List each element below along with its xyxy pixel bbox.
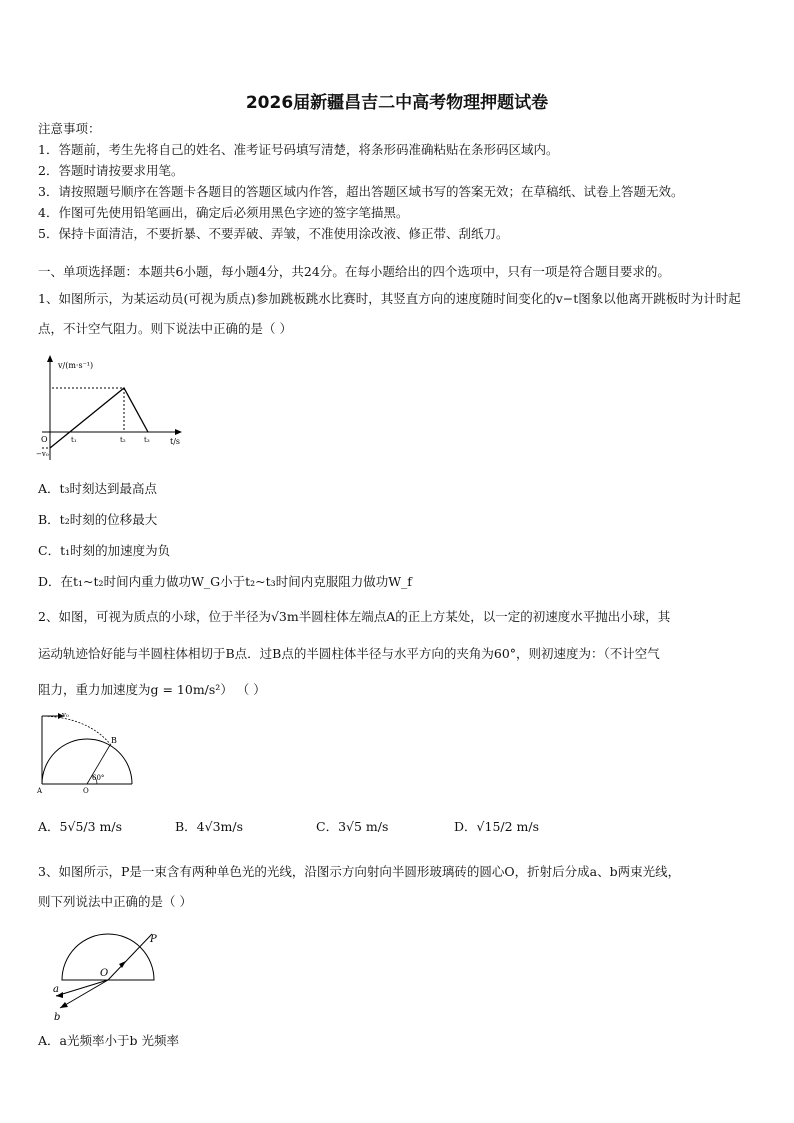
- q2-fig-point-a: A: [37, 787, 43, 795]
- q1-graph-t2: t₂: [120, 436, 126, 444]
- q1-graph-xlabel: t/s: [170, 437, 181, 446]
- question-2-stem-line2: 运动轨迹恰好能与半圆柱体相切于B点．过B点的半圆柱体半径与水平方向的夹角为60°，则初速度为：（不计空气: [38, 646, 660, 661]
- q3-fig-label-o: O: [100, 968, 109, 979]
- page-title: 2026届新疆昌吉二中高考物理押题试卷: [245, 93, 549, 113]
- q1-graph-origin: O: [41, 435, 48, 444]
- q2-option-b: B．4√3m/s: [175, 819, 244, 834]
- q2-fig-point-o: O: [83, 787, 89, 795]
- notice-item: 5．保持卡面清洁，不要折暴、不要弄破、弄皱，不准使用涂改液、修正带、刮纸刀。: [38, 226, 509, 241]
- q1-graph-t1: t₁: [71, 436, 77, 444]
- q2-fig-point-b: B: [111, 736, 117, 745]
- q3-fig-label-a: a: [53, 984, 59, 995]
- q2-fig-angle: 60°: [92, 774, 105, 782]
- q1-graph-ylabel: v/(m·s⁻¹): [58, 361, 94, 370]
- q3-option-a: A．a光频率小于b 光频率: [38, 1033, 179, 1048]
- q2-option-c: C．3√5 m/s: [316, 819, 389, 834]
- q3-fig-label-b: b: [54, 1012, 61, 1022]
- question-2-stem-line3: 阻力，重力加速度为g = 10m/s²） （ ）: [38, 682, 266, 697]
- q1-graph-neg-v0: −v₀: [36, 450, 49, 458]
- notice-heading: 注意事项：: [38, 121, 101, 136]
- notice-item: 4．作图可先使用铅笔画出，确定后必须用黑色字迹的签字笔描黑。: [38, 205, 409, 220]
- q1-option-b: B．t₂时刻的位移最大: [38, 512, 158, 527]
- q1-option-c: C．t₁时刻的加速度为负: [38, 543, 171, 558]
- q1-option-a: A．t₃时刻达到最高点: [38, 481, 158, 496]
- q2-fig-v0: v₀: [62, 711, 69, 719]
- question-1-stem: 1、如图所示，为某运动员(可视为质点)参加跳板跳水比赛时，其竖直方向的速度随时间变化的v−t图象以他离开跳板时为计时起点，不计空气阻力。则下说法中正确的是（ ）: [38, 291, 741, 336]
- q1-graph-t3: t₃: [144, 436, 150, 444]
- q1-vt-graph: [30, 352, 190, 464]
- section-heading: 一、单项选择题：本题共6小题，每小题4分，共24分。在每小题给出的四个选项中，只有一项是符合题目要求的。: [38, 264, 670, 279]
- q2-option-d: D．√15/2 m/s: [454, 819, 540, 834]
- question-3-stem-line1: 3、如图所示，P是一束含有两种单色光的光线，沿图示方向射向半圆形玻璃砖的圆心O，折射后分成a、b两束光线，: [38, 864, 681, 879]
- q3-fig-label-p: P: [150, 934, 157, 945]
- q2-option-a: A．5√5/3 m/s: [38, 819, 123, 834]
- q1-option-d: D．在t₁~t₂时间内重力做功W_G小于t₂~t₃时间内克服阻力做功W_f: [38, 574, 412, 589]
- notice-item: 2．答题时请按要求用笔。: [38, 163, 184, 178]
- q2-semicylinder-figure: [34, 708, 138, 796]
- question-3-stem-line2: 则下列说法中正确的是（ ）: [38, 894, 192, 909]
- q3-glass-semicircle-figure: [40, 922, 170, 1022]
- notice-item: 3．请按照题号顺序在答题卡各题目的答题区域内作答，超出答题区域书写的答案无效；在草稿纸、试卷上答题无效。: [38, 184, 684, 199]
- question-2-stem-line1: 2、如图，可视为质点的小球，位于半径为√3m半圆柱体左端点A的正上方某处，以一定的初速度水平抛出小球，其: [38, 609, 671, 624]
- notice-item: 1．答题前，考生先将自己的姓名、准考证号码填写清楚，将条形码准确粘贴在条形码区域内。: [38, 142, 559, 157]
